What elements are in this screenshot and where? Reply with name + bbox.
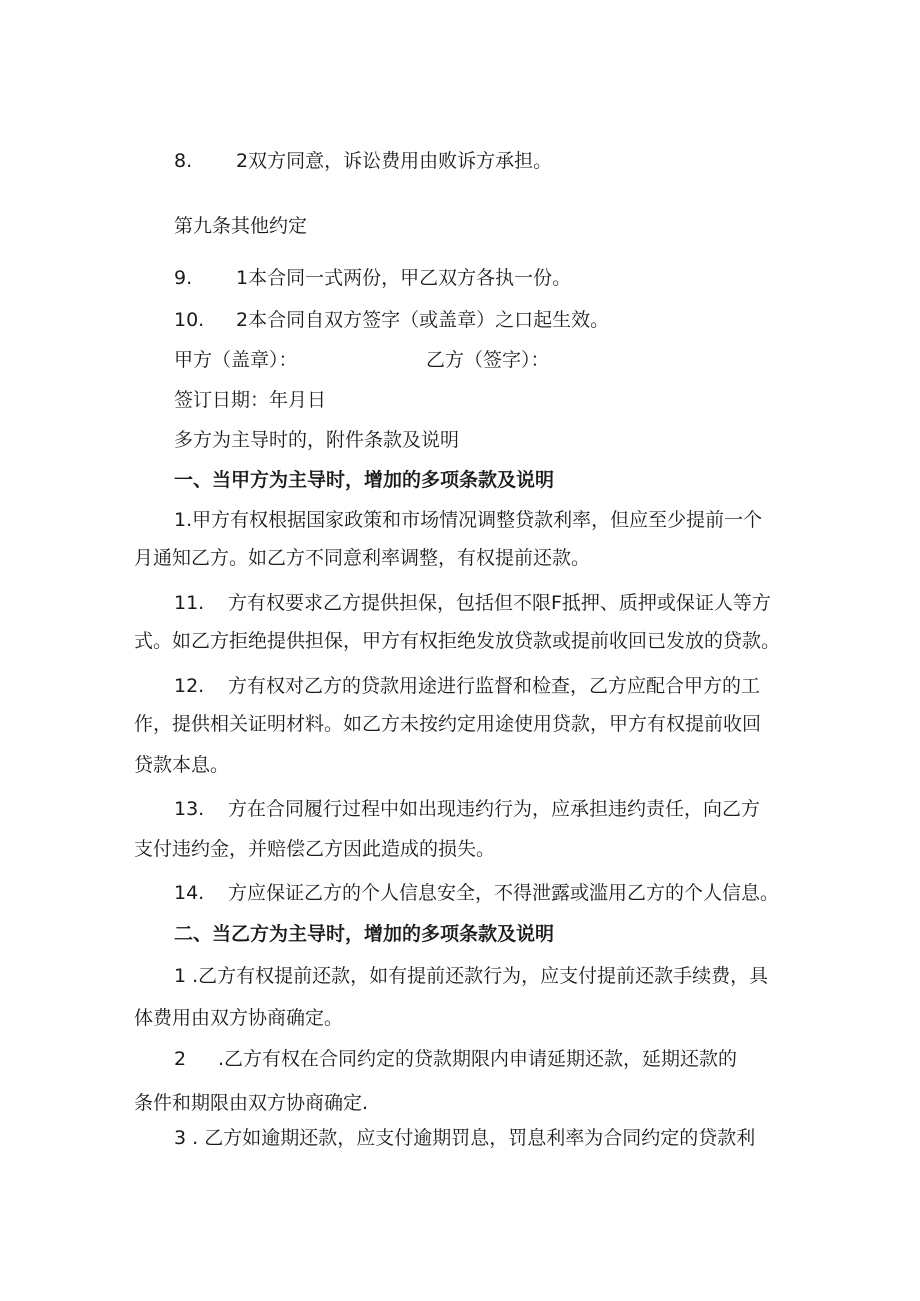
paragraph-line: 1.甲方有权根据国家政策和市场情况调整贷款利率，但应至少提前一个 [174,509,763,531]
paragraph-line: 式。如乙方拒绝提供担保，甲方有权拒绝发放贷款或提前收回已发放的贷款。 [134,630,781,652]
paragraph-line: 方在合同履行过程中如出现违约行为，应承担违约责任，向乙方 [228,798,761,820]
paragraph-line: 方有权要求乙方提供担保，包括但不限F抵押、质押或保证人等方 [228,592,771,614]
paragraph-line: 条件和期限由双方协商确定. [134,1092,369,1114]
paragraph-line: 3 . 乙方如逾期还款，应支付逾期罚息，罚息利率为合同约定的贷款利 [174,1127,756,1149]
clause-number: 10. [174,309,205,331]
clause-number: 12. [174,675,205,697]
clause-number: 14. [174,882,205,904]
paragraph-line: .乙方有权在合同约定的贷款期限内申请延期还款，延期还款的 [218,1048,738,1070]
section-heading: 二、当乙方为主导时，增加的多项条款及说明 [174,923,555,945]
clause-number: 11. [174,592,205,614]
section-heading: 一、当甲方为主导时，增加的多项条款及说明 [174,469,555,491]
article-heading: 第九条其他约定 [174,215,308,237]
clause-number: 8. [174,150,193,172]
paragraph-line: 1 .乙方有权提前还款，如有提前还款行为，应支付提前还款手续费，具 [174,965,769,987]
clause-text: 2双方同意，诉讼费用由败诉方承担。 [236,150,553,172]
paragraph-line: 体费用由双方协商确定。 [134,1007,344,1029]
party-a-seal-label: 甲方（盖章）： [174,349,298,371]
paragraph-line: 作，提供相关证明材料。如乙方未按约定用途使用贷款，甲方有权提前收回 [134,713,762,735]
party-b-sign-label: 乙方（签字）： [426,349,550,371]
clause-number: 2 [174,1048,187,1070]
clause-number: 13. [174,798,205,820]
paragraph-line: 支付违约金，并赔偿乙方因此造成的损失。 [134,838,496,860]
clause-number: 9. [174,267,193,289]
paragraph-line: 贷款本息。 [134,754,230,776]
appendix-title: 多方为主导时的，附件条款及说明 [174,429,460,451]
paragraph-line: 方应保证乙方的个人信息安全，不得泄露或滥用乙方的个人信息。 [228,882,780,904]
clause-text: 1本合同一式两份，甲乙双方各执一份。 [236,267,572,289]
paragraph-line: 月通知乙方。如乙方不同意利率调整，有权提前还款。 [134,547,591,569]
paragraph-line: 方有权对乙方的贷款用途进行监督和检查，乙方应配合甲方的工 [228,675,761,697]
clause-text: 2本合同自双方签字（或盖章）之口起生效。 [236,309,610,331]
sign-date-label: 签订日期：年月日 [174,389,327,411]
